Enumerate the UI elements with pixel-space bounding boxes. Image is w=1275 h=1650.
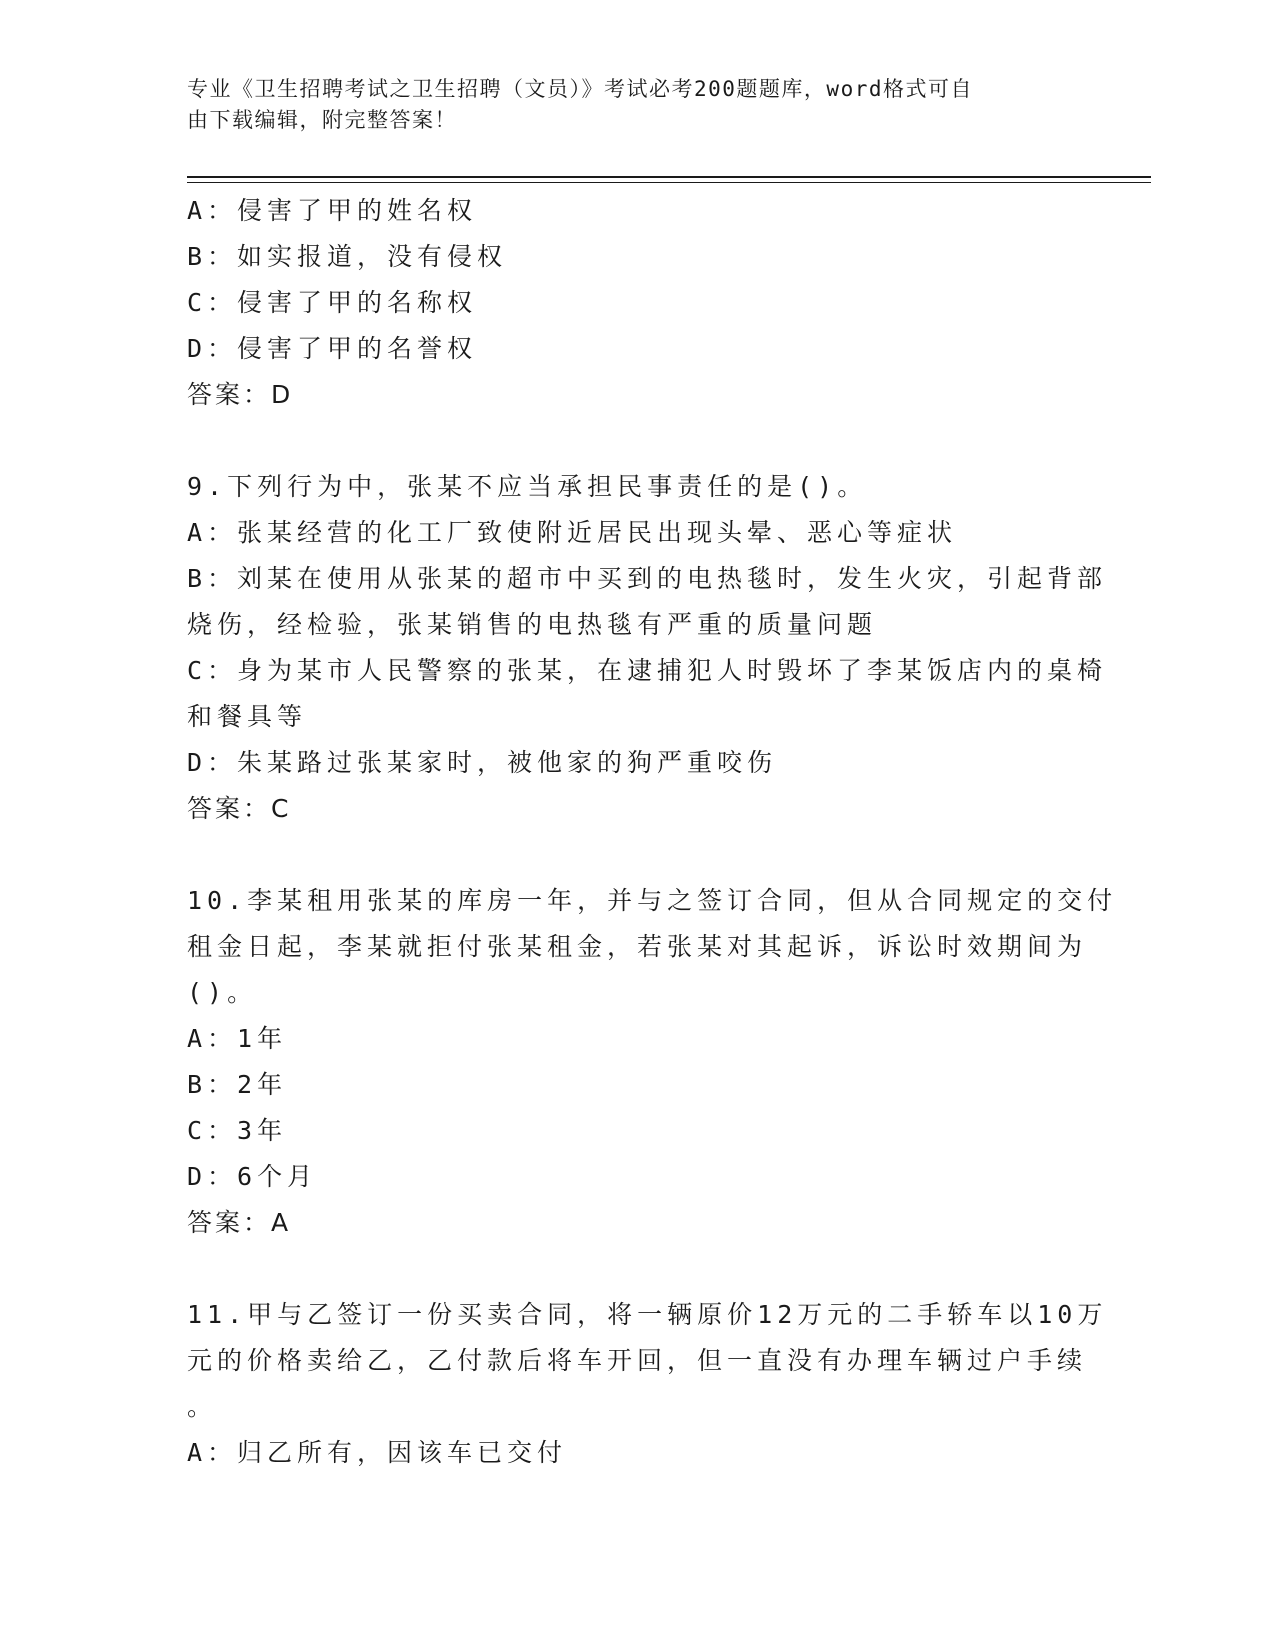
question-stem-line-2: 租金日起，李某就拒付张某租金，若张某对其起诉，诉讼时效期间为 xyxy=(187,932,1088,961)
option-a: A：张某经营的化工厂致使附近居民出现头晕、恶心等症状 xyxy=(187,518,958,547)
option-a: A：1年 xyxy=(187,1024,288,1053)
question-stem-line-3: 。 xyxy=(187,1392,218,1421)
option-d: D：侵害了甲的名誉权 xyxy=(187,334,478,363)
option-c-line-1: C：身为某市人民警察的张某，在逮捕犯人时毁坏了李某饭店内的桌椅 xyxy=(187,656,1108,685)
option-c: C：侵害了甲的名称权 xyxy=(187,288,478,317)
option-d: D：6个月 xyxy=(187,1162,318,1191)
question-8-block xyxy=(187,188,1087,418)
question-stem-line-2: 元的价格卖给乙，乙付款后将车开回，但一直没有办理车辆过户手续 xyxy=(187,1346,1088,1375)
answer-line: 答案：D xyxy=(187,380,294,409)
option-b: B：2年 xyxy=(187,1070,288,1099)
question-stem-line-3: ()。 xyxy=(187,978,258,1007)
option-b-line-1: B：刘某在使用从张某的超市中买到的电热毯时，发生火灾，引起背部 xyxy=(187,564,1108,593)
document-header xyxy=(187,74,1077,136)
header-divider-thin xyxy=(187,182,1151,183)
option-b: B：如实报道，没有侵权 xyxy=(187,242,508,271)
answer-line: 答案：A xyxy=(187,1208,292,1237)
question-stem: 9.下列行为中，张某不应当承担民事责任的是()。 xyxy=(187,472,868,501)
header-divider-thick xyxy=(187,176,1151,178)
question-spacer xyxy=(187,418,1087,464)
header-title-line-1: 专业《卫生招聘考试之卫生招聘（文员）》考试必考200题题库，word格式可自 xyxy=(187,77,973,101)
option-a: A：侵害了甲的姓名权 xyxy=(187,196,478,225)
option-c-line-2: 和餐具等 xyxy=(187,702,308,731)
question-list xyxy=(187,188,1118,1476)
question-11-block xyxy=(187,1292,1108,1476)
question-9-block xyxy=(187,464,1108,832)
question-stem-line-1: 10.李某租用张某的库房一年，并与之签订合同，但从合同规定的交付 xyxy=(187,886,1118,915)
question-spacer xyxy=(187,832,1087,878)
question-spacer xyxy=(187,1246,1087,1292)
question-stem-line-1: 11.甲与乙签订一份买卖合同，将一辆原价12万元的二手轿车以10万 xyxy=(187,1300,1108,1329)
option-c: C：3年 xyxy=(187,1116,288,1145)
answer-line: 答案：C xyxy=(187,794,292,823)
question-10-block xyxy=(187,878,1118,1246)
option-b-line-2: 烧伤，经检验，张某销售的电热毯有严重的质量问题 xyxy=(187,610,878,639)
option-a: A：归乙所有，因该车已交付 xyxy=(187,1438,568,1467)
header-title-line-2: 由下载编辑，附完整答案！ xyxy=(187,108,457,132)
option-d: D：朱某路过张某家时，被他家的狗严重咬伤 xyxy=(187,748,778,777)
